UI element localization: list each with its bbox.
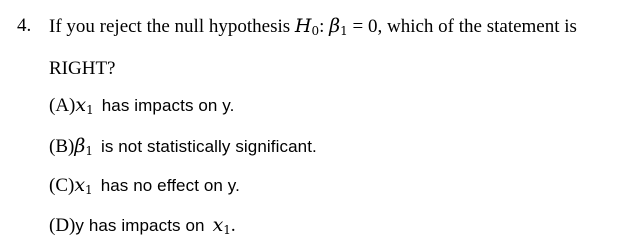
beta-letter: β	[329, 15, 341, 37]
question-stem-text-2: which of the statement is	[382, 16, 577, 37]
option-a-var-letter: x	[75, 94, 87, 116]
option-c	[49, 173, 240, 198]
hypothesis-subscript: 0	[311, 24, 320, 38]
option-a-text: has impacts on y.	[101, 96, 235, 115]
option-c-label: (C)	[49, 175, 75, 196]
option-b-text: is not statistically significant.	[100, 137, 317, 156]
option-b-var-subscript: 1	[85, 144, 93, 158]
option-c-text: has no effect on y.	[100, 176, 240, 195]
option-d-variable	[213, 214, 231, 236]
beta-symbol	[329, 15, 348, 37]
null-hypothesis-symbol	[295, 15, 319, 37]
option-c-var-subscript: 1	[85, 183, 93, 197]
question-number: 4.	[17, 15, 32, 36]
question-stem-line2: RIGHT?	[49, 58, 116, 79]
option-b-label: (B)	[49, 136, 75, 157]
option-d-period: .	[230, 215, 236, 236]
question-stem-line1	[49, 14, 577, 39]
beta-subscript: 1	[340, 24, 348, 38]
option-d-text: y has impacts on	[75, 216, 205, 235]
option-c-var-letter: x	[74, 174, 86, 196]
hypothesis-letter: H	[294, 15, 312, 37]
option-b-variable	[74, 135, 93, 157]
option-a-variable	[75, 94, 93, 116]
option-c-variable	[74, 174, 92, 196]
hypothesis-colon: :	[319, 16, 325, 37]
equals-zero: = 0,	[347, 16, 383, 37]
option-d-var-subscript: 1	[223, 223, 231, 237]
option-a-var-subscript: 1	[86, 103, 94, 117]
option-b	[49, 134, 317, 159]
option-d-var-letter: x	[212, 214, 224, 236]
question-stem-text: If you reject the null hypothesis	[49, 16, 295, 37]
option-b-var-letter: β	[74, 135, 86, 157]
option-d-label: (D)	[49, 215, 76, 236]
option-a-label: (A)	[49, 95, 76, 116]
option-a	[49, 93, 234, 118]
option-d	[49, 213, 236, 238]
